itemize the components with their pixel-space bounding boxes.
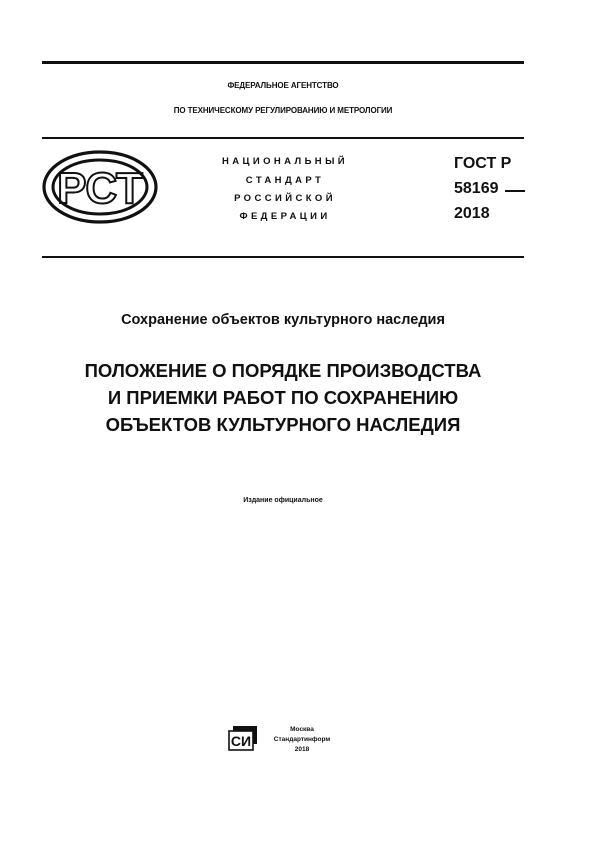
gost-year: 2018 xyxy=(454,205,490,222)
national-standard-line-2: СТАНДАРТ xyxy=(245,175,325,186)
document-subtitle: Сохранение объектов культурного наследия xyxy=(121,312,445,328)
rst-mark-text: РСТ xyxy=(57,164,143,213)
top-rule xyxy=(42,61,524,64)
document-title-line-1: ПОЛОЖЕНИЕ О ПОРЯДКЕ ПРОИЗВОДСТВА xyxy=(84,360,482,381)
gost-label: ГОСТ Р xyxy=(454,155,512,172)
document-title-line-3: ОБЪЕКТОВ КУЛЬТУРНОГО НАСЛЕДИЯ xyxy=(105,414,461,435)
national-standard-line-3: РОССИЙСКОЙ xyxy=(234,193,336,204)
publisher-mark-text: СИ xyxy=(230,733,252,749)
agency-line-2: ПО ТЕХНИЧЕСКОМУ РЕГУЛИРОВАНИЮ И МЕТРОЛОГИИ xyxy=(173,106,393,115)
document-title-line-2: И ПРИЕМКИ РАБОТ ПО СОХРАНЕНИЮ xyxy=(107,387,459,408)
imprint-city: Москва xyxy=(290,726,314,733)
official-edition-label: Издание официальное xyxy=(243,497,323,504)
national-standard-line-4: ФЕДЕРАЦИИ xyxy=(239,211,331,222)
gost-number-dash xyxy=(505,190,525,192)
header-bottom-rule xyxy=(42,256,524,258)
national-standard-line-1: НАЦИОНАЛЬНЫЙ xyxy=(222,156,348,167)
agency-line-1: ФЕДЕРАЛЬНОЕ АГЕНТСТВО xyxy=(227,81,339,90)
gost-number: 58169 xyxy=(454,180,499,197)
rst-certification-mark-icon xyxy=(42,150,158,224)
imprint-publisher: Стандартинформ xyxy=(273,736,331,743)
imprint-year: 2018 xyxy=(294,746,310,753)
agency-rule xyxy=(42,137,524,139)
standartinform-logo-icon xyxy=(228,725,258,751)
